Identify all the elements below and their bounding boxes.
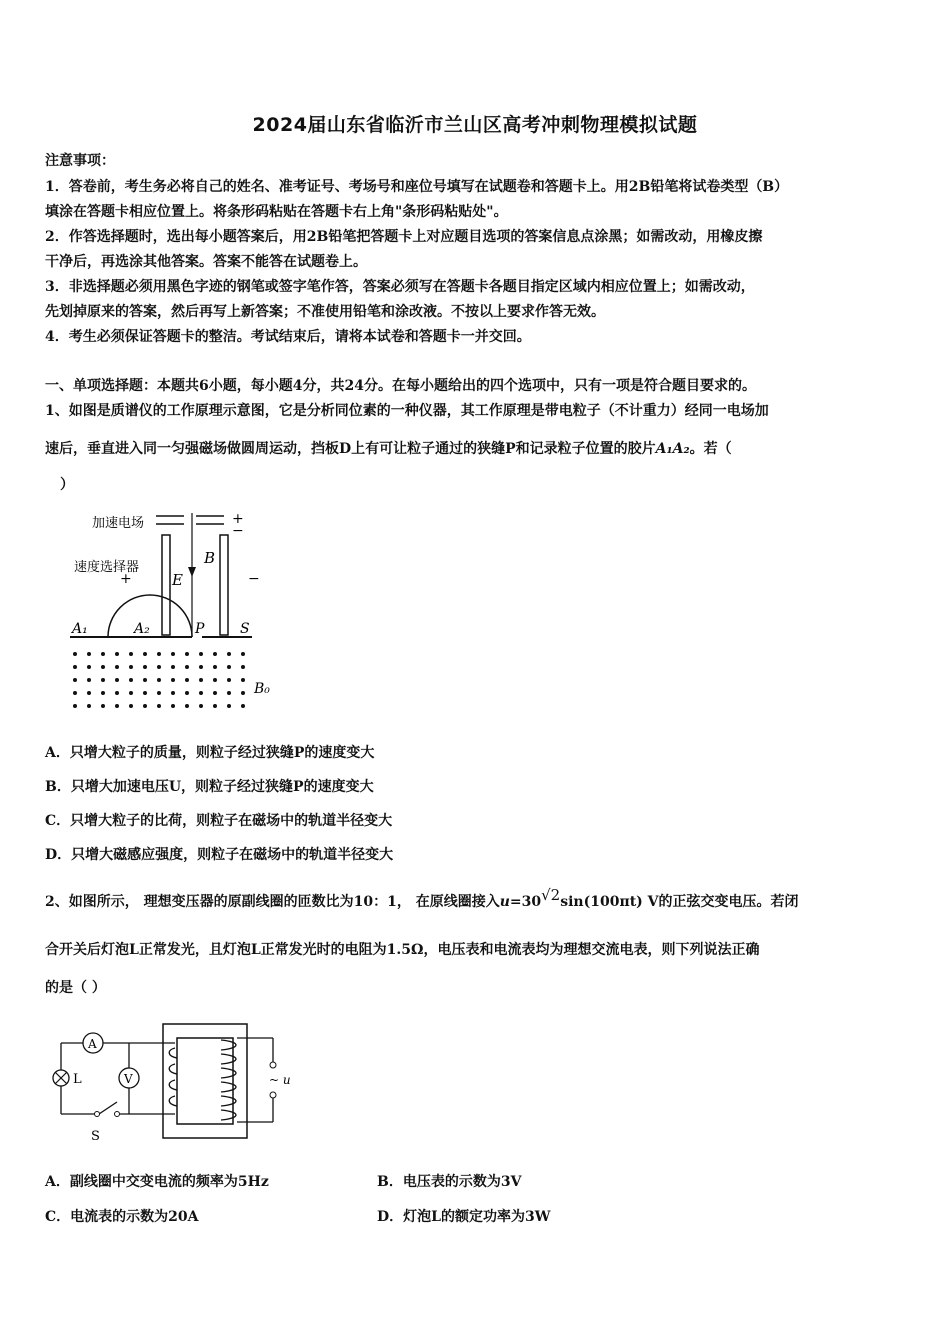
ammeter-label: A (88, 1037, 97, 1051)
q2-stem-text: =30 (509, 894, 542, 910)
q1-film-var: A₁A₂ (655, 441, 690, 457)
q2-option: C．电流表的示数为20A (45, 1209, 199, 1225)
q2-option: A．副线圈中交变电流的频率为5Hz (45, 1174, 269, 1190)
q2-stem-text: 2、如图所示， 理想变压器的原副线圈的匝数比为10：1， 在原线圈接入 (45, 894, 500, 910)
q1-option: D．只增大磁感应强度，则粒子在磁场中的轨道半径变大 (45, 847, 394, 863)
lamp-label: L (73, 1072, 82, 1087)
notice-line: 干净后，再选涂其他答案。答案不能答在试题卷上。 (45, 254, 367, 270)
label-minus: − (248, 571, 260, 587)
q2-stem-line: 的是（ ） (45, 980, 106, 996)
q2-option: D．灯泡L的额定功率为3W (377, 1209, 551, 1225)
notice-heading: 注意事项： (45, 153, 115, 169)
page-title: 2024届山东省临沂市兰山区高考冲刺物理模拟试题 (252, 114, 698, 136)
label-accel-field: 加速电场 (92, 516, 145, 531)
notice-line: 2．作答选择题时，选出每小题答案后，用2B铅笔把答题卡上对应题目选项的答案信息点涂黑；如需改动，用橡皮擦 (45, 229, 763, 245)
q1-stem-text: 速后，垂直进入同一匀强磁场做圆周运动，挡板D上有可让粒子通过的狭缝P和记录粒子位置的胶片 (45, 441, 656, 457)
arrow-down-icon (188, 567, 196, 577)
q2-stem-line: 合开关后灯泡L正常发光，且灯泡L正常发光时的电阻为1.5Ω，电压表和电流表均为理想交流电表，则下列说法正确 (45, 942, 760, 958)
notice-line: 填涂在答题卡相应位置上。将条形码粘贴在答题卡右上角"条形码粘贴处"。 (45, 204, 508, 220)
q2-var-u: u (499, 894, 510, 910)
source-label: ~ u (269, 1073, 291, 1087)
label-B: B (204, 549, 216, 567)
label-P: P (195, 621, 205, 637)
sqrt-symbol: √2 (541, 886, 561, 904)
mass-spectrometer-diagram (68, 505, 283, 720)
q1-option: C．只增大粒子的比荷，则粒子在磁场中的轨道半径变大 (45, 813, 393, 829)
selector-plate-right (220, 535, 228, 635)
transformer-core (163, 1024, 247, 1138)
label-plus: + (232, 511, 244, 527)
notice-line: 先划掉原来的答案，然后再写上新答案；不准使用铅笔和涂改液。不按以上要求作答无效。 (45, 304, 605, 320)
secondary-coil (169, 1048, 177, 1106)
label-A1: A₁ (72, 621, 88, 637)
q1-option: B．只增大加速电压U，则粒子经过狭缝P的速度变大 (45, 779, 374, 795)
switch-blade (99, 1102, 117, 1114)
section-heading: 一、单项选择题：本题共6小题，每小题4分，共24分。在每小题给出的四个选项中，只有一项是符合题目要求的。 (45, 378, 756, 394)
label-velocity-selector: 速度选择器 (74, 560, 140, 575)
q1-stem-line: ） (60, 477, 74, 493)
switch-label: S (91, 1129, 100, 1144)
q2-stem-line (45, 886, 915, 911)
q1-stem-line: 1、如图是质谱仪的工作原理示意图，它是分析同位素的一种仪器，其工作原理是带电粒子（不计重力）经同一电场加 (45, 403, 769, 419)
q2-option: B．电压表的示数为3V (377, 1174, 522, 1190)
q2-stem-text: sin(100πt) V的正弦交变电压。若闭 (560, 894, 799, 910)
label-S: S (240, 621, 250, 637)
notice-line: 1．答卷前，考生务必将自己的姓名、准考证号、考场号和座位号填写在试题卷和答题卡上。用2B铅笔将试卷类型（B） (45, 179, 789, 195)
label-B0: B₀ (254, 681, 270, 697)
q1-stem-line (45, 440, 915, 458)
voltmeter-label: V (124, 1072, 133, 1086)
label-plus: + (120, 571, 132, 587)
label-minus: − (232, 523, 244, 539)
q1-stem-text: 。若（ (689, 441, 732, 457)
notice-line: 4．考生必须保证答题卡的整洁。考试结束后，请将本试卷和答题卡一并交回。 (45, 329, 531, 345)
label-A2: A₂ (134, 621, 150, 637)
label-E: E (172, 571, 183, 589)
magnetic-field-dots (70, 643, 252, 715)
notice-line: 3．非选择题必须用黑色字迹的钢笔或签字笔作答，答案必须写在答题卡各题目指定区域内相应位置上；如需改动， (45, 279, 755, 295)
particle-trajectory (108, 595, 192, 637)
q1-option: A．只增大粒子的质量，则粒子经过狭缝P的速度变大 (45, 745, 375, 761)
selector-plate-left (162, 535, 170, 635)
transformer-circuit-diagram (45, 1018, 310, 1148)
